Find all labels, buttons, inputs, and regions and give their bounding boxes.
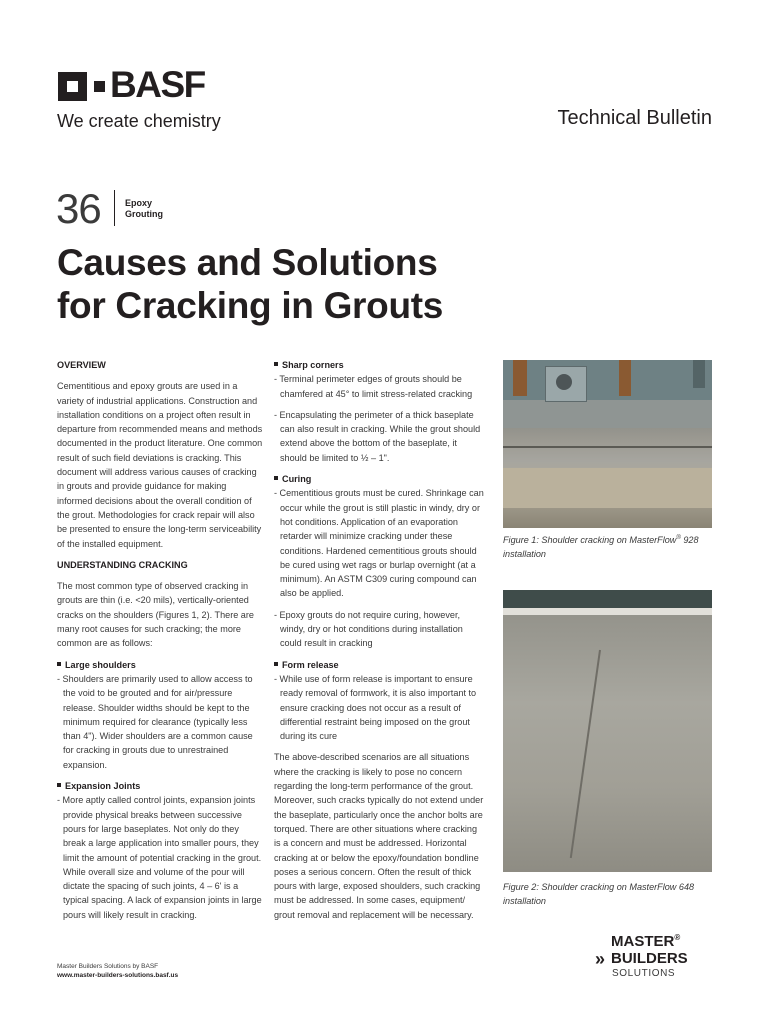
bulletin-number: 36 — [56, 185, 101, 232]
cause-heading-expansion-joints: Expansion Joints — [57, 779, 264, 793]
bullet-square-icon — [274, 476, 278, 480]
cause-heading-large-shoulders: Large shoulders — [57, 658, 264, 672]
figure-2-photo — [503, 590, 712, 872]
bulletin-divider — [114, 190, 115, 226]
column-left — [57, 358, 264, 929]
bullet-square-icon — [57, 662, 61, 666]
bullet-square-icon — [274, 662, 278, 666]
master-builders-line1: MASTER — [611, 933, 675, 950]
bullet-square-icon — [274, 362, 278, 366]
bulletin-topic-line2: Grouting — [125, 209, 163, 220]
cause-item: - More aptly called control joints, expansion joints provide physical breaks between successive pours for large baseplates. Not only do they break a large application into smaller pours, they limit the amount of potential cracking in the grout. While overall size and volume of the pour will dictate the spacing of such joints, 4 – 6' is a typical spacing. A lack of expansion joints in large pours will likely result in cracking. — [57, 795, 262, 920]
bullet-square-icon — [57, 783, 61, 787]
cause-item: - While use of form release is important to ensure ready removal of formwork, it is also important to ensure cracking does not occur as a result of differential restraint being imposed on the grout during its cure — [274, 673, 477, 742]
title-line1: Causes and Solutions — [57, 242, 438, 283]
title-line2: for Cracking in Grouts — [57, 284, 444, 326]
chevron-right-icon: » — [595, 949, 602, 969]
figure-1-photo — [503, 360, 712, 528]
basf-wordmark: BASF — [110, 64, 205, 105]
overview-body: Cementitious and epoxy grouts are used in a variety of industrial applications. Construction and installation conditions on a project often result in departure from recommended means and methods documented in the product literature. One common result of such field deviations is cracking. This document will address various causes of cracking in grouts and provide guidance for making informed decisions about the overall condition of the grout. Methodologies for crack repair will also be presented to ensure the long-term serviceability of the installed equipment. — [57, 381, 263, 549]
cause-item: - Cementitious grouts must be cured. Shrinkage can occur while the grout is still plastic in windy, dry or hot conditions. Application of an evaporation retarder will minimize cracking under these conditions. Hardened cementitious grouts should be cured using wet rags or burlap overnight (at a minimum). An ASTM C309 curing compound can also be applied. — [274, 488, 484, 599]
basf-logo-small-square-icon — [94, 81, 105, 92]
cause-heading-form-release: Form release — [274, 658, 486, 672]
tagline: We create chemistry — [57, 111, 221, 131]
bulletin-topic-line1: Epoxy — [125, 198, 153, 208]
basf-logo — [58, 64, 228, 105]
cause-heading-sharp-corners: Sharp corners — [274, 358, 486, 372]
footer-company: Master Builders Solutions by BASF — [57, 963, 159, 970]
master-builders-logo: MASTER® » BUILDERS SOLUTIONS — [595, 933, 688, 979]
page-title — [57, 242, 443, 327]
footer-website-link[interactable]: www.master-builders-solutions.basf.us — [57, 972, 179, 979]
understanding-heading: UNDERSTANDING CRACKING — [57, 559, 188, 570]
cause-item: - Epoxy grouts do not require curing, however, windy, dry or hot conditions during installation could result in cracking — [274, 609, 463, 649]
document-type: Technical Bulletin — [557, 107, 712, 129]
figure-2-caption: Figure 2: Shoulder cracking on MasterFlow 648 installation — [503, 882, 695, 906]
master-builders-line3: SOLUTIONS — [612, 968, 676, 979]
understanding-body: The most common type of observed cracking in grouts are thin (i.e. <20 mils), vertically-oriented cracks on the shoulders (Figures 1, 2). There are many root causes for such cracking; the more common are as follows: — [57, 581, 254, 649]
conclusion-body: The above-described scenarios are all situations where the cracking is likely to pose no concern regarding the long-term performance of the grout. Moreover, such cracks typically do not extend under the baseplate, particularly once the anchor bolts are torqued. There are other situations where cracking is a concern and must be addressed. Horizontal cracking at or below the epoxy/foundation bondline poses a serious concern. Often the result of thick pours with large, exposed shoulders, such cracking must be addressed. In some cases, equipment/ grout removal and replacement will be necessary. — [274, 752, 484, 920]
cause-item: - Encapsulating the perimeter of a thick baseplate can also result in cracking. While the grout should extend above the bottom of the baseplate, it should be limited to ½ – 1". — [274, 409, 481, 463]
cause-item: - Shoulders are primarily used to allow access to the void to be grouted and for air/pressure release. Shoulder widths should be kept to the minimum required for clearance (typically less than 4"). Wider shoulders are a common cause for cracking in grouts due to unrestrained expansion. — [57, 673, 253, 770]
bulletin-topic — [125, 198, 163, 221]
cause-item: - Terminal perimeter edges of grouts should be chamfered at 45° to limit stress-related cracking — [274, 374, 473, 399]
master-builders-line2: BUILDERS — [611, 950, 688, 967]
figure-1-caption: Figure 1: Shoulder cracking on MasterFlow® 928 installation — [503, 535, 699, 560]
column-middle — [274, 358, 486, 929]
cause-heading-curing: Curing — [274, 472, 486, 486]
overview-heading: OVERVIEW — [57, 360, 106, 370]
